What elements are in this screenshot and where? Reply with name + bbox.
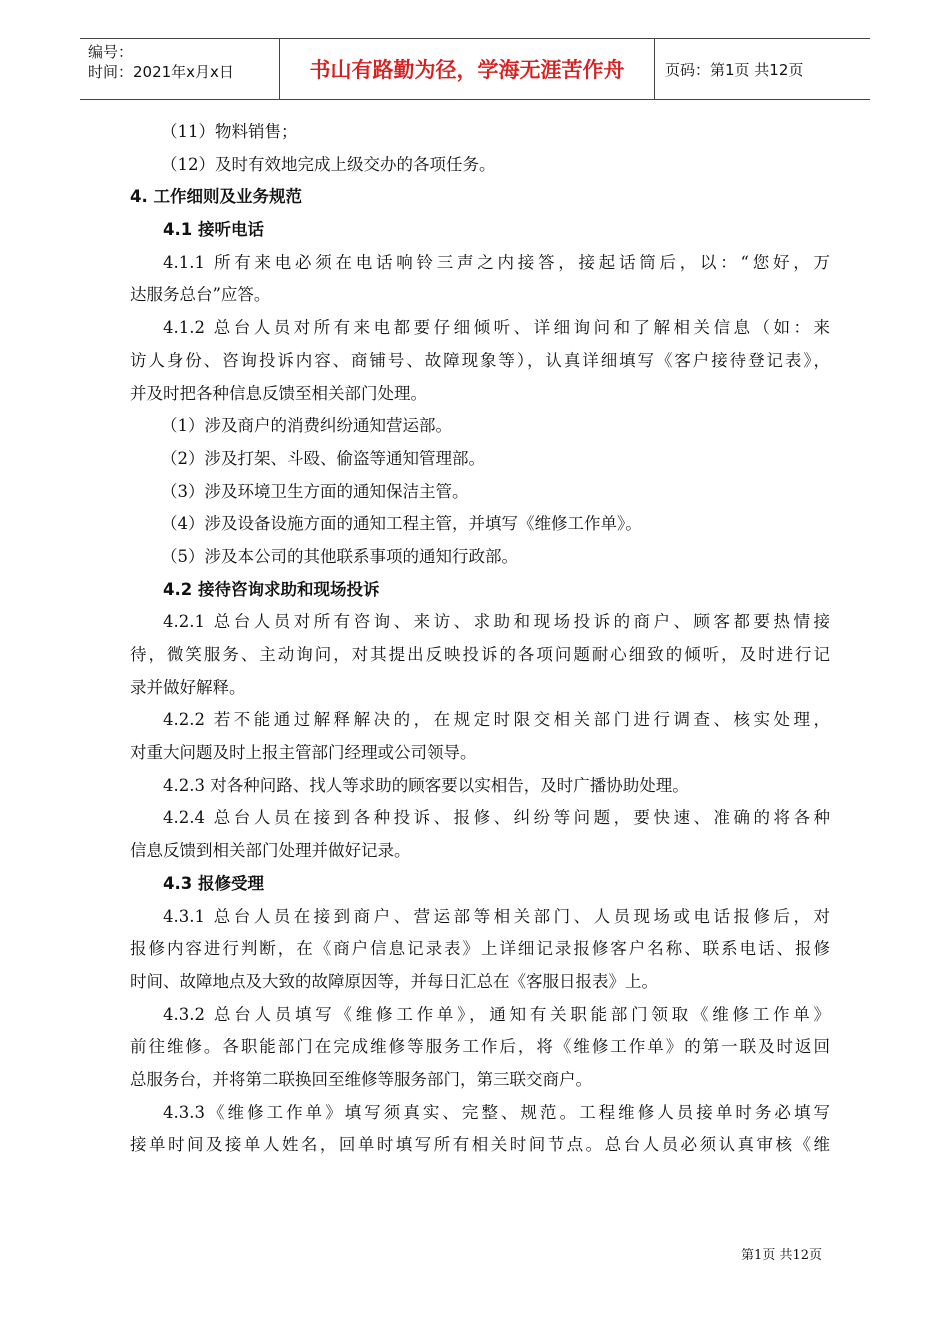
list-item: （3）涉及环境卫生方面的通知保洁主管。 bbox=[161, 481, 469, 501]
paragraph-line: 对重大问题及时上报主管部门经理或公司领导。 bbox=[130, 743, 477, 763]
paragraph-line: 4.2.3 对各种问路、找人等求助的顾客要以实相告，及时广播协助处理。 bbox=[163, 775, 689, 795]
header-meta bbox=[80, 39, 280, 99]
subsection-heading: 4.3 报修受理 bbox=[163, 873, 264, 893]
list-item: （1）涉及商户的消费纠纷通知营运部。 bbox=[161, 416, 452, 436]
paragraph-line: 4.3.2 总台人员填写《维修工作单》，通知有关职能部门领取《维修工作单》 bbox=[163, 1004, 830, 1024]
paragraph-line: 信息反馈到相关部门处理并做好记录。 bbox=[130, 841, 411, 861]
paragraph-line: 录并做好解释。 bbox=[130, 677, 246, 697]
paragraph-line: 待，微笑服务、主动询问，对其提出反映投诉的各项问题耐心细致的倾听，及时进行记 bbox=[130, 645, 830, 664]
paragraph-line: 时间、故障地点及大致的故障原因等，并每日汇总在《客服日报表》上。 bbox=[130, 971, 658, 991]
paragraph-line: 4.3.3《维修工作单》填写须真实、完整、规范。工程维修人员接单时务必填写 bbox=[163, 1102, 830, 1122]
paragraph-line: 访人身份、咨询投诉内容、商铺号、故障现象等），认真详细填写《客户接待登记表》， bbox=[130, 350, 830, 370]
list-item: （2）涉及打架、斗殴、偷盗等通知管理部。 bbox=[161, 448, 485, 468]
document-date-label: 时间：2021年x月x日 bbox=[88, 63, 234, 81]
paragraph-line: 4.3.1 总台人员在接到商户、营运部等相关部门、人员现场或电话报修后，对 bbox=[163, 906, 830, 926]
paragraph-line: 总服务台，并将第二联换回至维修等服务部门，第三联交商户。 bbox=[130, 1069, 592, 1089]
page-header bbox=[80, 38, 870, 100]
header-motto: 书山有路勤为径，学海无涯苦作舟 bbox=[280, 39, 655, 99]
paragraph-line: 4.1.2 总台人员对所有来电都要仔细倾听、详细询问和了解相关信息（如：来 bbox=[163, 318, 830, 338]
subsection-heading: 4.1 接听电话 bbox=[163, 220, 264, 240]
section-heading: 4. 工作细则及业务规范 bbox=[130, 187, 302, 207]
paragraph-line: 达服务总台”应答。 bbox=[130, 285, 271, 305]
list-item: （4）涉及设备设施方面的通知工程主管，并填写《维修工作单》。 bbox=[161, 514, 642, 534]
list-item: （12）及时有效地完成上级交办的各项任务。 bbox=[161, 154, 496, 174]
paragraph-line: 前往维修。各职能部门在完成维修等服务工作后，将《维修工作单》的第一联及时返回 bbox=[130, 1037, 830, 1057]
paragraph-line: 报修内容进行判断，在《商户信息记录表》上详细记录报修客户名称、联系电话、报修 bbox=[130, 939, 830, 959]
paragraph-line: 并及时把各种信息反馈至相关部门处理。 bbox=[130, 383, 427, 403]
subsection-heading: 4.2 接待咨询求助和现场投诉 bbox=[163, 579, 380, 599]
paragraph-line: 4.2.2 若不能通过解释解决的，在规定时限交相关部门进行调查、核实处理， bbox=[163, 710, 830, 730]
list-item: （5）涉及本公司的其他联系事项的通知行政部。 bbox=[161, 546, 518, 566]
list-item: （11）物料销售； bbox=[161, 122, 298, 141]
footer-page-number: 第1页 共12页 bbox=[741, 1248, 822, 1263]
paragraph-line: 4.2.4 总台人员在接到各种投诉、报修、纠纷等问题，要快速、准确的将各种 bbox=[163, 808, 830, 828]
document-number-label: 编号： bbox=[88, 43, 134, 61]
header-page-number: 页码：第1页 共12页 bbox=[665, 60, 804, 79]
paragraph-line: 4.2.1 总台人员对所有咨询、来访、求助和现场投诉的商户、顾客都要热情接 bbox=[163, 612, 830, 632]
document-body bbox=[130, 116, 830, 1162]
paragraph-line: 接单时间及接单人姓名，回单时填写所有相关时间节点。总台人员必须认真审核《维 bbox=[130, 1135, 830, 1155]
paragraph-line: 4.1.1 所有来电必须在电话响铃三声之内接答，接起话筒后，以：“您好，万 bbox=[163, 252, 830, 272]
